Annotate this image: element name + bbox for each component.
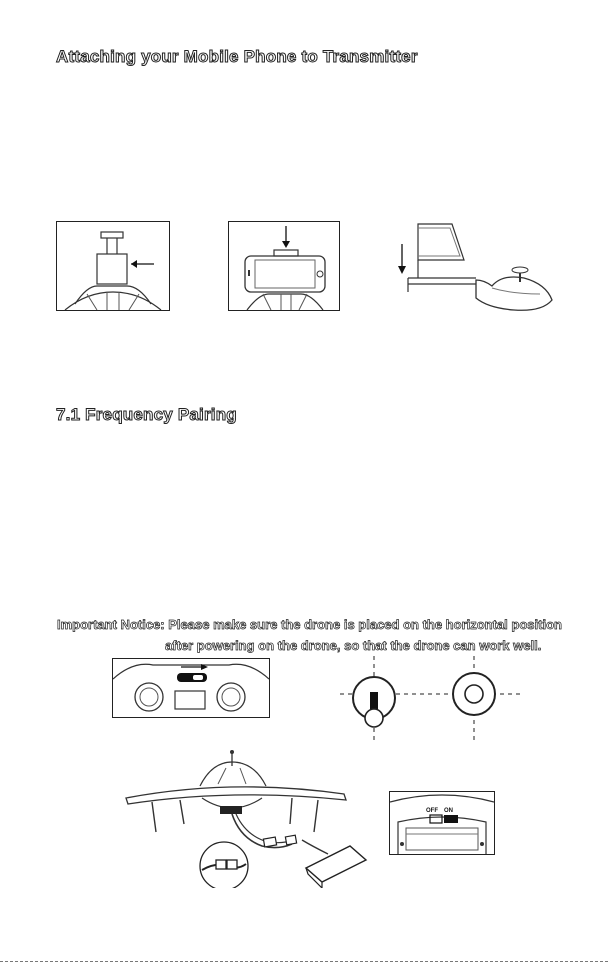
figure-phone-holder-extend: [56, 221, 170, 311]
switch-off-label: OFF: [426, 808, 438, 814]
switch-on-label: ON: [444, 808, 453, 814]
figure-phone-inserted: [228, 221, 340, 311]
important-notice: [57, 614, 577, 656]
section-title-attaching-phone: Attaching your Mobile Phone to Transmitter: [56, 47, 418, 66]
figure-drone-battery-connection: [122, 748, 370, 888]
figure-throttle-stick-positions: [340, 652, 520, 744]
page-bottom-rule: [0, 961, 608, 962]
figure-holder-on-transmitter: [392, 218, 554, 318]
notice-label: Important Notice:: [57, 617, 165, 632]
notice-line-2: after powering on the drone, so that the drone can work well.: [165, 638, 542, 653]
figure-drone-power-switch: [389, 791, 495, 855]
notice-line-1: Please make sure the drone is placed on the horizontal position: [168, 617, 562, 632]
figure-transmitter-power-switch: [112, 658, 270, 718]
section-title-frequency-pairing: 7.1 Frequency Pairing: [56, 405, 237, 424]
